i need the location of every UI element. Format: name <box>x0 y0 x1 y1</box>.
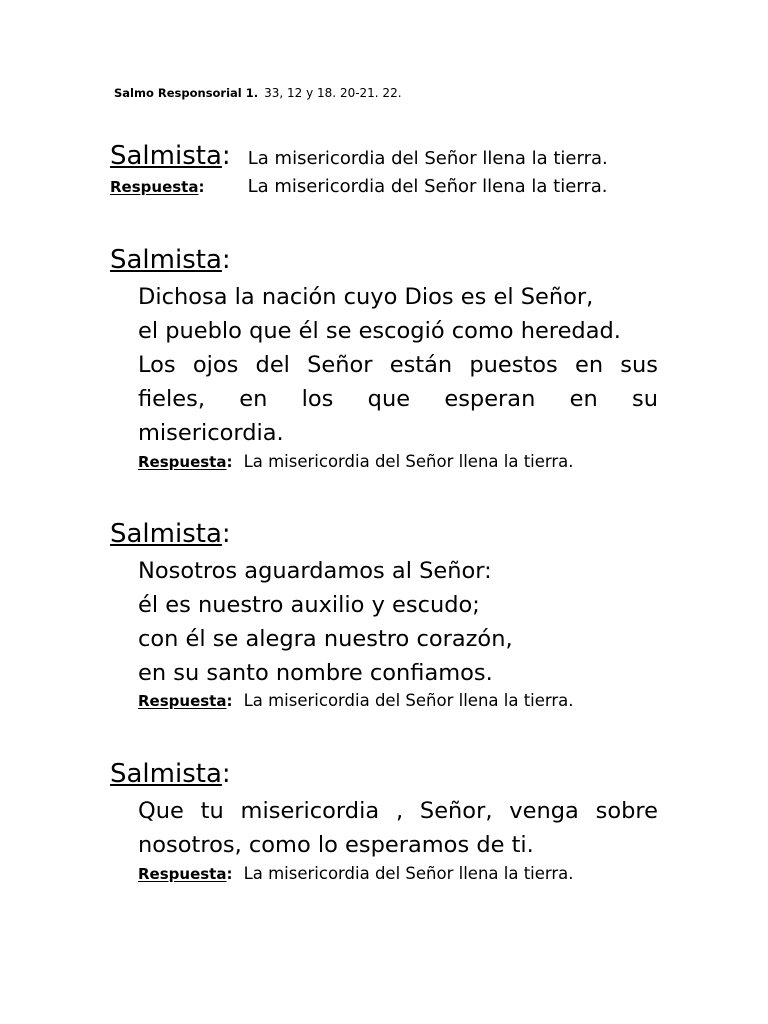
stanza-3-salmista-label: Salmista: <box>110 759 231 789</box>
verse-line: el pueblo que él se escogió como heredad. <box>138 318 621 344</box>
stanza-2-respuesta-line: Respuesta: La misericordia del Señor llena la tierra. <box>138 691 574 710</box>
intro-respuesta-line <box>110 176 608 197</box>
stanza-1-respuesta-text: La misericordia del Señor llena la tierra. <box>243 452 574 471</box>
stanza-2-verse <box>138 554 658 690</box>
verse-line: con él se alegra nuestro corazón, <box>138 626 513 652</box>
verse-line: Que tu misericordia , Señor, venga sobre <box>138 798 658 824</box>
stanza-2-respuesta-text: La misericordia del Señor llena la tierra. <box>243 691 574 710</box>
intro-salmista-text: La misericordia del Señor llena la tierra. <box>247 148 608 169</box>
verse-line: Los ojos del Señor están puestos en sus <box>138 352 658 378</box>
psalm-title: Salmo Responsorial 1. <box>114 86 259 100</box>
verse-line: misericordia. <box>138 420 284 446</box>
psalm-header <box>114 86 402 100</box>
verse-line: él es nuestro auxilio y escudo; <box>138 592 480 618</box>
stanza-2-salmista-label: Salmista: <box>110 519 231 549</box>
intro-salmista-line <box>110 141 608 171</box>
verse-line: Dichosa la nación cuyo Dios es el Señor, <box>138 284 594 310</box>
stanza-3-verse <box>138 794 658 862</box>
verse-line: fieles, en los que esperan en su <box>138 386 658 412</box>
stanza-1-respuesta-line: Respuesta: La misericordia del Señor llena la tierra. <box>138 452 574 471</box>
stanza-1-salmista-label: Salmista: <box>110 245 231 275</box>
salmista-label: Salmista: <box>110 141 231 171</box>
stanza-3-respuesta-text: La misericordia del Señor llena la tierra. <box>243 864 574 883</box>
stanza-1-verse <box>138 280 658 450</box>
verse-line: nosotros, como lo esperamos de ti. <box>138 832 534 858</box>
psalm-reference: 33, 12 y 18. 20-21. 22. <box>264 86 402 100</box>
respuesta-label: Respuesta: <box>110 178 205 196</box>
intro-respuesta-text: La misericordia del Señor llena la tierra. <box>247 176 608 197</box>
verse-line: en su santo nombre confiamos. <box>138 660 493 686</box>
verse-line: Nosotros aguardamos al Señor: <box>138 558 492 584</box>
stanza-3-respuesta-line: Respuesta: La misericordia del Señor llena la tierra. <box>138 864 574 883</box>
